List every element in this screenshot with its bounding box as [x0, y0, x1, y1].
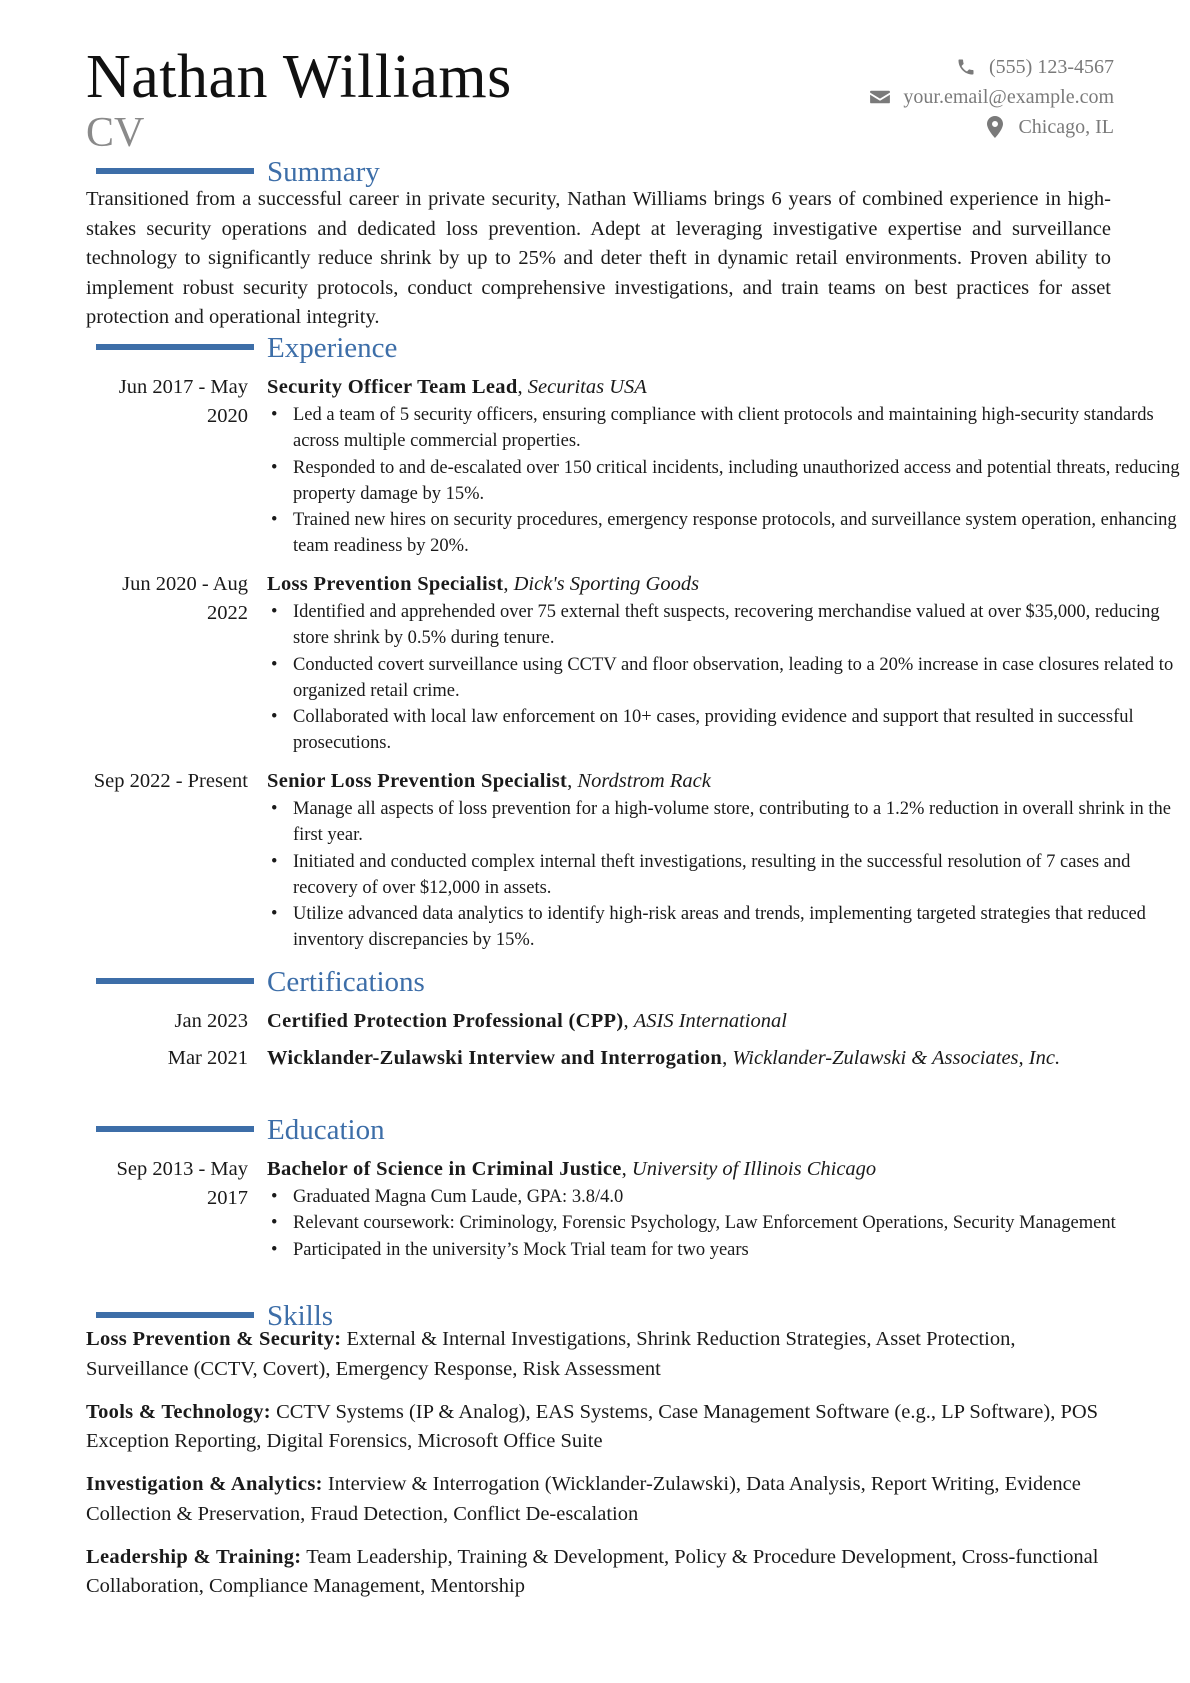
summary-text: Transitioned from a successful career in private security, Nathan Williams brings 6 years of combined experience in high-stakes security operations and dedicated loss prevention. Adept at leveraging investigative expertise and surveillance technology to significantly reduce shrink by up to 25% and deter theft in dynamic retail environments. Proven ability to implement robust security protocols, conduct comprehensive investigations, and train teams on best practices for asset protection and operational integrity.: [86, 188, 1111, 329]
skill-group-text: CCTV Systems (IP & Analog), EAS Systems, Case Management Software (e.g., LP Software), POS Exception Reporting, Digital Forensics, Microsoft Office Suite: [86, 1400, 1099, 1452]
section-divider-bar: [96, 1126, 254, 1132]
section-divider-bar: [96, 344, 254, 350]
job-role: Senior Loss Prevention Specialist: [267, 770, 568, 792]
education-heading: Education: [267, 1114, 385, 1146]
job-org: Nordstrom Rack: [577, 770, 711, 792]
list-item: • Participated in the university’s Mock Trial team for two years: [267, 1237, 1190, 1263]
certification-name: Wicklander-Zulawski Interview and Interrogation: [267, 1047, 723, 1069]
entry-date: Jun 2017 - May 2020: [118, 376, 248, 427]
certifications-section-header: [86, 965, 1116, 999]
summary-section-header: [86, 155, 1116, 189]
list-item: • Manage all aspects of loss prevention for a high-volume store, contributing to a 1.2% reduction in overall shrink in the first year.: [267, 796, 1190, 849]
summary-heading: Summary: [267, 156, 380, 188]
skills-list: [86, 1325, 1114, 1615]
contact-email[interactable]: [754, 82, 1114, 112]
skill-group-text: Interview & Interrogation (Wicklander-Zulawski), Data Analysis, Report Writing, Evidence Collection & Preservation, Fraud Detection, Conflict De-escalation: [86, 1473, 1081, 1525]
skill-group: [86, 1543, 1114, 1602]
experience-section-header: [86, 331, 1116, 365]
experience-heading: Experience: [267, 332, 398, 364]
entry-date: Jun 2020 - Aug 2022: [122, 573, 248, 624]
contact-location: [754, 112, 1114, 142]
certification-name: Certified Protection Professional (CPP): [267, 1010, 624, 1032]
list-item: • Led a team of 5 security officers, ensuring compliance with client protocols and maintaining high-security standards across multiple commercial properties.: [267, 402, 1190, 455]
entry-date: Sep 2013 - May 2017: [116, 1158, 248, 1209]
list-item: • Graduated Magna Cum Laude, GPA: 3.8/4.0: [267, 1184, 1190, 1210]
skill-group-label: Investigation & Analytics:: [86, 1473, 323, 1495]
skill-group-label: Leadership & Training:: [86, 1545, 302, 1568]
list-item: • Collaborated with local law enforcement on 10+ cases, providing evidence and support that resulted in successful prosecutions.: [267, 704, 1190, 757]
skill-group-label: Loss Prevention & Security:: [86, 1328, 342, 1350]
envelope-icon: [869, 86, 891, 108]
job-role: Loss Prevention Specialist: [267, 573, 504, 595]
certification-org: Wicklander-Zulawski & Associates, Inc.: [732, 1047, 1061, 1069]
list-item: • Initiated and conducted complex internal theft investigations, resulting in the successful resolution of 7 cases and recovery of over $12,000 in assets.: [267, 849, 1190, 902]
entry-title: Bachelor of Science in Criminal Justice, University of Illinois Chicago: [267, 1158, 877, 1180]
location-text: Chicago, IL: [1018, 115, 1114, 138]
section-divider-bar: [96, 168, 254, 174]
entry-title: Certified Protection Professional (CPP), ASIS International: [267, 1010, 787, 1032]
list-item: • Utilize advanced data analytics to identify high-risk areas and trends, implementing targeted strategies that reduced inventory discrepancies by 15%.: [267, 901, 1190, 954]
list-item: • Conducted covert surveillance using CCTV and floor observation, leading to a 20% increase in case closures related to organized retail crime.: [267, 652, 1190, 705]
list-item: • Trained new hires on security procedures, emergency response protocols, and surveillance system operation, enhancing team readiness by 20%.: [267, 507, 1190, 560]
school-name: University of Illinois Chicago: [631, 1158, 877, 1180]
skill-group: [86, 1398, 1114, 1457]
certification-org: ASIS International: [633, 1010, 787, 1032]
candidate-name: Nathan Williams: [86, 43, 512, 111]
job-role: Security Officer Team Lead: [267, 376, 518, 398]
skill-group: [86, 1470, 1114, 1529]
map-pin-icon: [984, 116, 1006, 138]
job-org: Securitas USA: [527, 376, 647, 398]
list-item: • Identified and apprehended over 75 external theft suspects, recovering merchandise valued at over $35,000, reducing store shrink by 0.5% during tenure.: [267, 599, 1190, 652]
skill-group-text: Team Leadership, Training & Development, Policy & Procedure Development, Cross-functional Collaboration, Compliance Management, Mentorship: [86, 1545, 1099, 1597]
document-label: CV: [86, 110, 145, 156]
phone-icon: [955, 56, 977, 78]
list-item: • Responded to and de-escalated over 150 critical incidents, including unauthorized access and potential threats, reducing property damage by 15%.: [267, 455, 1190, 508]
job-org: Dick's Sporting Goods: [513, 573, 700, 595]
contact-phone[interactable]: [754, 52, 1114, 82]
contact-block: [754, 52, 1114, 142]
entry-date: Mar 2021: [167, 1047, 248, 1069]
skills-heading: Skills: [267, 1300, 334, 1332]
email-text: your.email@example.com: [903, 85, 1114, 108]
entry-title: Senior Loss Prevention Specialist, Nordstrom Rack: [267, 770, 711, 792]
entry-title: Security Officer Team Lead, Securitas USA: [267, 376, 647, 398]
skill-group: [86, 1325, 1114, 1384]
skill-group-text: External & Internal Investigations, Shrink Reduction Strategies, Asset Protection, Surveillance (CCTV, Covert), Emergency Response, Risk Assessment: [86, 1328, 1016, 1380]
certifications-heading: Certifications: [267, 966, 425, 998]
entry-title: Loss Prevention Specialist, Dick's Sporting Goods: [267, 573, 700, 595]
section-divider-bar: [96, 1312, 254, 1318]
section-divider-bar: [96, 978, 254, 984]
phone-text: (555) 123-4567: [989, 55, 1114, 78]
skill-group-label: Tools & Technology:: [86, 1400, 271, 1423]
degree-name: Bachelor of Science in Criminal Justice: [267, 1158, 622, 1180]
entry-title: Wicklander-Zulawski Interview and Interrogation, Wicklander-Zulawski & Associates, Inc.: [267, 1047, 1061, 1069]
entry-date: Jan 2023: [174, 1010, 248, 1032]
education-section-header: [86, 1113, 1116, 1147]
entry-date: Sep 2022 - Present: [93, 770, 248, 792]
list-item: • Relevant coursework: Criminology, Forensic Psychology, Law Enforcement Operations, Security Management: [267, 1210, 1190, 1236]
